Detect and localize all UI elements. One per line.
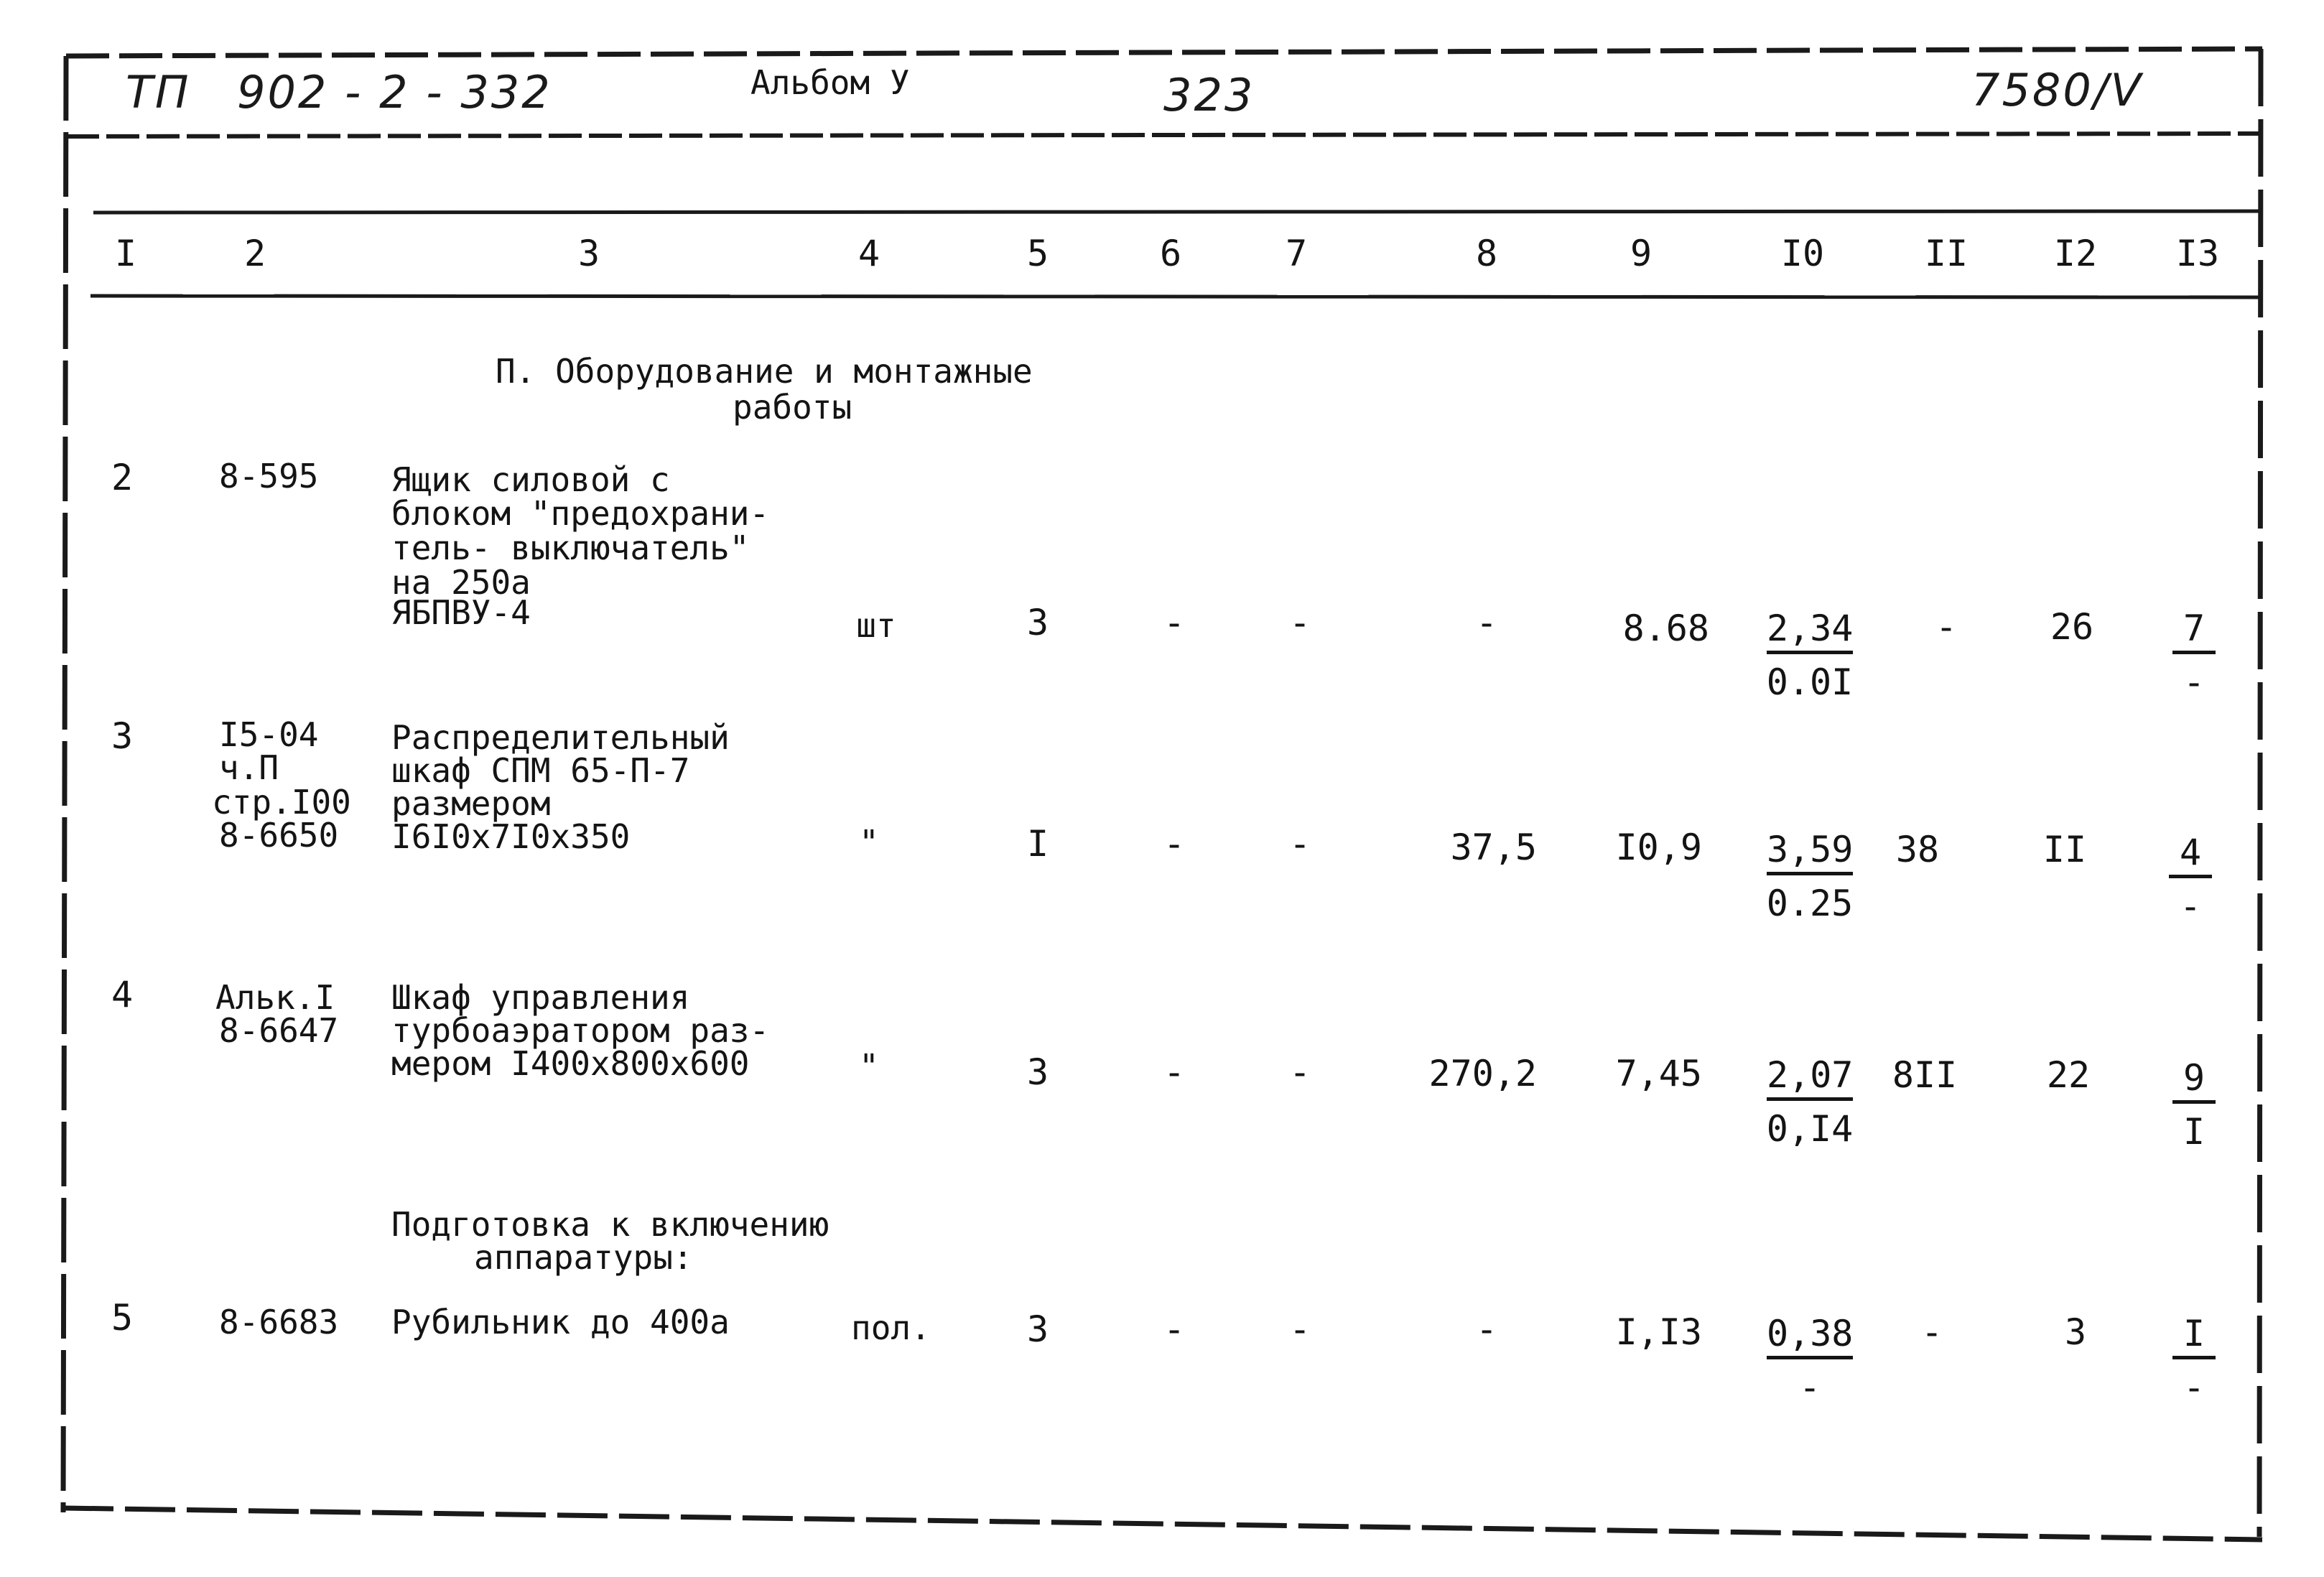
row-description-line: мером I400x800x600 [391,1044,750,1083]
row-col10-fraction [1752,1054,1867,1150]
row-col8: 270,2 [1428,1053,1537,1094]
row-description-line: Ящик силовой с [391,460,670,499]
row-code-line: 8-6683 [219,1303,339,1341]
row-col6: - [1163,1051,1186,1093]
row-unit: " [859,1047,879,1086]
column-number: 2 [243,233,266,274]
column-number: 3 [577,233,600,274]
row-description-line: шкаф СПМ 65-П-7 [391,751,690,790]
row-col11: - [1935,606,1958,648]
row-col10-bottom: 0.0I [1766,661,1854,703]
row-col10-bottom: - [1798,1367,1821,1408]
row-col8: 37,5 [1450,827,1537,868]
row-col10-top: 2,07 [1767,1057,1853,1101]
row-col13-top: 7 [2172,610,2216,654]
row-col13-top: I [2172,1316,2216,1359]
row-col13-bottom: I [2183,1111,2206,1153]
column-number: 9 [1630,233,1653,274]
row-code-line: 8-595 [219,457,319,496]
row-number: 4 [111,974,134,1015]
row-unit: пол. [851,1308,931,1347]
row-number: 3 [111,715,134,757]
row-col10-top: 3,59 [1767,832,1853,875]
row-col10-bottom: 0.25 [1766,883,1854,924]
row-col12: 26 [2050,606,2094,648]
row-description-line: Шкаф управления [391,978,690,1017]
row-col10-bottom: 0,I4 [1766,1108,1854,1150]
row-col13-bottom: - [2179,885,2202,927]
row-quantity: 3 [1026,602,1049,643]
row-col6: - [1163,1308,1186,1350]
column-number: I [114,233,137,274]
row-code-line: ч.П [219,748,279,787]
row-code-line: Альк.I [215,978,335,1017]
row-col13-bottom: - [2183,1367,2206,1408]
row-col8: - [1475,1308,1498,1350]
row-description-line: размером [391,784,551,823]
row-col10-fraction [1752,608,1867,703]
row-col11: - [1920,1311,1943,1353]
row-col6: - [1163,602,1186,643]
row-col11: 38 [1895,829,1940,870]
column-number: I2 [2053,233,2098,274]
row-col10-fraction [1752,829,1867,924]
subsection-title-line2: аппаратуры: [474,1238,693,1277]
row-quantity: 3 [1026,1051,1049,1093]
row-description-line: блоком "предохрани- [391,494,770,533]
column-number: 6 [1159,233,1182,274]
row-col13-fraction [2155,832,2226,927]
column-number: 8 [1475,233,1498,274]
row-col11: 8II [1892,1054,1958,1096]
column-number: I0 [1780,233,1825,274]
row-col13-fraction [2158,1313,2230,1408]
album-label: Альбом У [750,63,910,102]
row-code-line: стр.I00 [212,783,351,822]
section-title-line1: П. Оборудование и монтажные [496,352,1033,391]
row-quantity: 3 [1026,1308,1049,1350]
row-col9: 8.68 [1622,608,1709,649]
row-col12: II [2042,829,2087,870]
project-code: 902 - 2 - 332 [237,66,552,118]
row-quantity: I [1026,823,1049,865]
subsection-title-line1: Подготовка к включению [391,1205,829,1244]
row-col8: - [1475,602,1498,643]
row-col10-top: 2,34 [1767,610,1853,654]
row-unit: шт [856,606,896,645]
row-col10-top: 0,38 [1767,1316,1853,1359]
row-col7: - [1288,602,1311,643]
row-unit: " [859,823,879,862]
row-code-line: 8-6650 [219,816,339,855]
row-description-line: ЯБПВУ-4 [391,593,531,632]
row-col13-bottom: - [2183,661,2206,703]
project-prefix: ТП [126,66,191,118]
section-title-line2: работы [733,388,852,427]
sheet-code: 7580/V [1971,64,2144,116]
row-col7: - [1288,1051,1311,1093]
row-col13-fraction [2158,1057,2230,1153]
row-col9: 7,45 [1615,1053,1702,1094]
row-col13-top: 4 [2169,834,2212,878]
row-col13-fraction [2158,608,2230,703]
row-code-line: I5-04 [219,715,319,754]
row-description-line: Рубильник до 400а [391,1303,730,1341]
row-col7: - [1288,1308,1311,1350]
page-number: 323 [1163,69,1255,121]
row-code-line: 8-6647 [219,1011,339,1050]
column-number: II [1924,233,1969,274]
row-col10-fraction [1752,1313,1867,1408]
row-col13-top: 9 [2172,1060,2216,1104]
row-description-line: турбоаэратором раз- [391,1011,770,1050]
row-col12: 3 [2064,1311,2087,1353]
row-description-line: на 250а [391,563,531,602]
column-number: 4 [857,233,880,274]
row-number: 2 [111,457,134,498]
row-col9: I,I3 [1615,1311,1702,1353]
row-col9: I0,9 [1615,827,1702,868]
row-col7: - [1288,823,1311,865]
row-description-line: тель- выключатель" [391,529,750,567]
column-number: 5 [1026,233,1049,274]
row-description-line: I6I0x7I0x350 [391,817,631,856]
row-col12: 22 [2046,1054,2091,1096]
row-description-line: Распределительный [391,718,730,757]
column-number: I3 [2175,233,2220,274]
row-number: 5 [111,1297,134,1339]
column-number: 7 [1285,233,1308,274]
row-col6: - [1163,823,1186,865]
